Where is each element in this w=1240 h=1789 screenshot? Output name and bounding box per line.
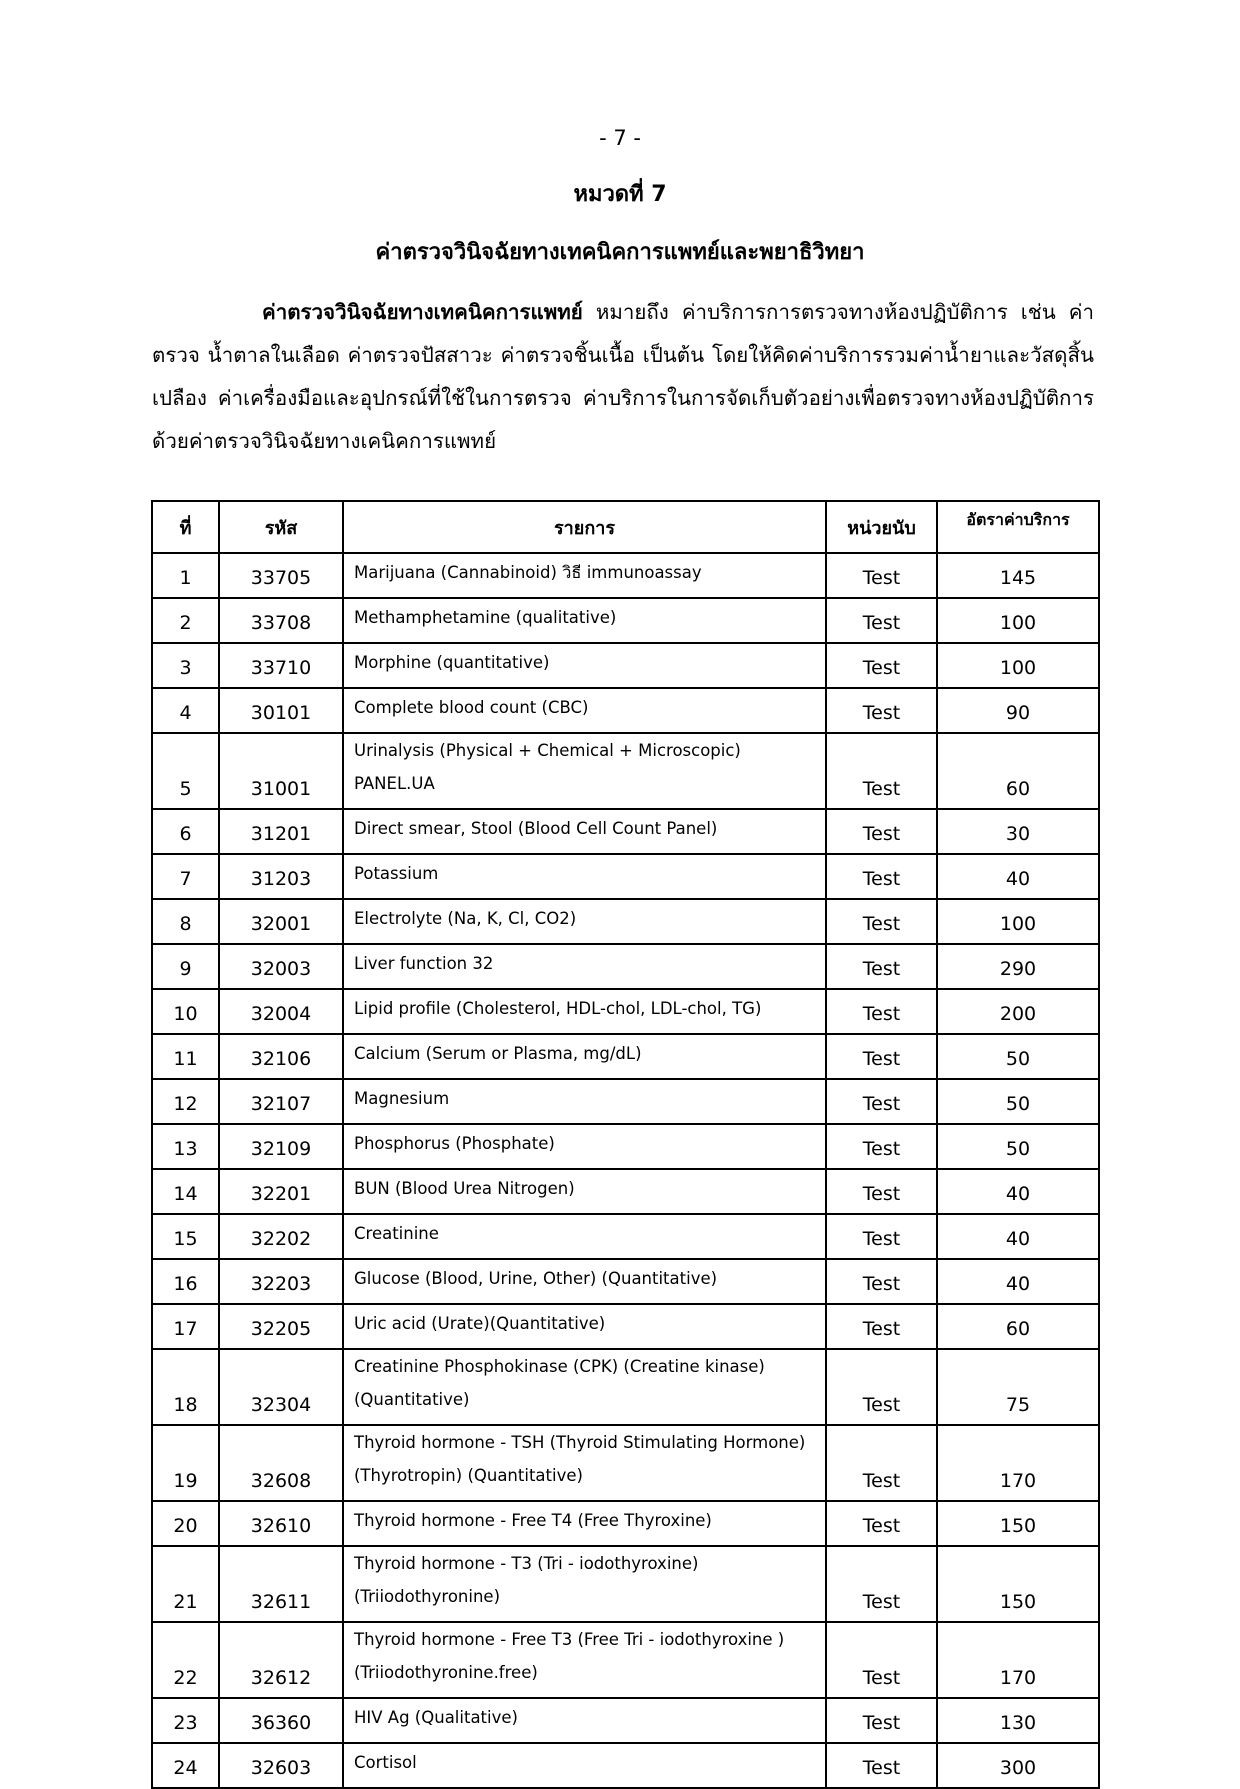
row-item-line: Urinalysis (Physical + Chemical + Microscopic) PANEL.UA xyxy=(354,741,741,793)
intro-paragraph xyxy=(152,291,1094,463)
row-item-line: Marijuana (Cannabinoid) วิธี immunoassay xyxy=(354,563,702,582)
row-item xyxy=(343,1079,826,1124)
row-code: 31201 xyxy=(219,809,343,854)
row-rate: 100 xyxy=(937,643,1099,688)
table-row xyxy=(152,1124,1099,1169)
row-item-line: Phosphorus (Phosphate) xyxy=(354,1134,555,1153)
row-item-line: Creatinine Phosphokinase (CPK) (Creatine kinase) xyxy=(354,1357,765,1376)
row-no: 21 xyxy=(152,1546,219,1622)
table-row xyxy=(152,598,1099,643)
row-no: 10 xyxy=(152,989,219,1034)
row-item xyxy=(343,809,826,854)
row-no: 11 xyxy=(152,1034,219,1079)
table-row xyxy=(152,1304,1099,1349)
row-code: 32304 xyxy=(219,1349,343,1425)
section-title: ค่าตรวจวินิจฉัยทางเทคนิคการแพทย์และพยาธิวิทยา xyxy=(375,240,865,265)
row-item xyxy=(343,1698,826,1743)
row-rate: 40 xyxy=(937,1259,1099,1304)
row-code: 32106 xyxy=(219,1034,343,1079)
row-code: 31001 xyxy=(219,733,343,809)
row-item xyxy=(343,688,826,733)
row-rate: 300 xyxy=(937,1743,1099,1788)
row-code: 32109 xyxy=(219,1124,343,1169)
row-unit: Test xyxy=(826,1079,937,1124)
row-unit: Test xyxy=(826,1124,937,1169)
row-code: 33710 xyxy=(219,643,343,688)
row-unit: Test xyxy=(826,1425,937,1501)
row-item xyxy=(343,1425,826,1501)
table-row xyxy=(152,1079,1099,1124)
table-row xyxy=(152,809,1099,854)
row-item-line: Thyroid hormone - Free T3 (Free Tri - iodothyroxine ) xyxy=(354,1630,785,1649)
row-code: 32107 xyxy=(219,1079,343,1124)
row-item xyxy=(343,1349,826,1425)
row-unit: Test xyxy=(826,1304,937,1349)
row-code: 30101 xyxy=(219,688,343,733)
row-no: 6 xyxy=(152,809,219,854)
row-item xyxy=(343,598,826,643)
row-item-line: Morphine (quantitative) xyxy=(354,653,550,672)
row-no: 16 xyxy=(152,1259,219,1304)
header-unit: หน่วยนับ xyxy=(826,501,937,553)
row-unit: Test xyxy=(826,1546,937,1622)
row-no: 12 xyxy=(152,1079,219,1124)
row-item-line: Thyroid hormone - T3 (Tri - iodothyroxine) (Triiodothyronine) xyxy=(354,1554,699,1606)
row-unit: Test xyxy=(826,598,937,643)
row-unit: Test xyxy=(826,1259,937,1304)
row-rate: 50 xyxy=(937,1034,1099,1079)
row-unit: Test xyxy=(826,1214,937,1259)
table-row xyxy=(152,1214,1099,1259)
row-item xyxy=(343,553,826,598)
header-item: รายการ xyxy=(343,501,826,553)
page-number: - 7 - xyxy=(599,126,641,150)
table-body xyxy=(152,553,1099,1788)
row-rate: 150 xyxy=(937,1546,1099,1622)
row-no: 20 xyxy=(152,1501,219,1546)
row-item xyxy=(343,643,826,688)
row-rate: 130 xyxy=(937,1698,1099,1743)
row-code: 32003 xyxy=(219,944,343,989)
row-no: 5 xyxy=(152,733,219,809)
table-row xyxy=(152,553,1099,598)
row-no: 3 xyxy=(152,643,219,688)
row-code: 32203 xyxy=(219,1259,343,1304)
row-item-line: Calcium (Serum or Plasma, mg/dL) xyxy=(354,1044,642,1063)
row-rate: 50 xyxy=(937,1124,1099,1169)
row-item xyxy=(343,1124,826,1169)
row-code: 32610 xyxy=(219,1501,343,1546)
row-rate: 40 xyxy=(937,1169,1099,1214)
chapter-title: หมวดที่ 7 xyxy=(573,182,667,207)
row-item-line: Cortisol xyxy=(354,1753,417,1772)
row-rate: 50 xyxy=(937,1079,1099,1124)
row-no: 13 xyxy=(152,1124,219,1169)
row-no: 23 xyxy=(152,1698,219,1743)
row-item-line: Uric acid (Urate)(Quantitative) xyxy=(354,1314,606,1333)
table-row xyxy=(152,1425,1099,1501)
row-no: 1 xyxy=(152,553,219,598)
row-no: 4 xyxy=(152,688,219,733)
table-row xyxy=(152,1349,1099,1425)
table-row xyxy=(152,1259,1099,1304)
row-unit: Test xyxy=(826,944,937,989)
row-unit: Test xyxy=(826,1743,937,1788)
row-rate: 40 xyxy=(937,1214,1099,1259)
row-unit: Test xyxy=(826,1501,937,1546)
row-item-line: Potassium xyxy=(354,864,439,883)
row-item xyxy=(343,1034,826,1079)
table-row xyxy=(152,643,1099,688)
row-item xyxy=(343,1214,826,1259)
row-no: 8 xyxy=(152,899,219,944)
row-item-line: Methamphetamine (qualitative) xyxy=(354,608,617,627)
row-unit: Test xyxy=(826,1169,937,1214)
row-code: 32611 xyxy=(219,1546,343,1622)
row-item xyxy=(343,1169,826,1214)
row-no: 22 xyxy=(152,1622,219,1698)
row-item xyxy=(343,1546,826,1622)
row-item-line: Thyroid hormone - Free T4 (Free Thyroxine) xyxy=(354,1511,712,1530)
row-item xyxy=(343,899,826,944)
row-unit: Test xyxy=(826,1349,937,1425)
row-item xyxy=(343,1622,826,1698)
row-item-line-2: (Quantitative) xyxy=(354,1390,470,1409)
row-item xyxy=(343,1501,826,1546)
row-code: 32205 xyxy=(219,1304,343,1349)
row-code: 36360 xyxy=(219,1698,343,1743)
row-unit: Test xyxy=(826,989,937,1034)
row-no: 18 xyxy=(152,1349,219,1425)
row-no: 15 xyxy=(152,1214,219,1259)
row-item-line: Complete blood count (CBC) xyxy=(354,698,589,717)
row-rate: 90 xyxy=(937,688,1099,733)
table-row xyxy=(152,1501,1099,1546)
table-row xyxy=(152,1698,1099,1743)
row-code: 32201 xyxy=(219,1169,343,1214)
table-row xyxy=(152,899,1099,944)
table-row xyxy=(152,989,1099,1034)
row-unit: Test xyxy=(826,1034,937,1079)
table-row xyxy=(152,1546,1099,1622)
row-item xyxy=(343,1304,826,1349)
row-code: 32608 xyxy=(219,1425,343,1501)
row-code: 31203 xyxy=(219,854,343,899)
table-row xyxy=(152,1743,1099,1788)
header-rate: อัตราค่าบริการ xyxy=(937,501,1099,553)
row-item-line: Liver function 32 xyxy=(354,954,494,973)
row-unit: Test xyxy=(826,809,937,854)
table-row xyxy=(152,1622,1099,1698)
row-rate: 100 xyxy=(937,598,1099,643)
header-code: รหัส xyxy=(219,501,343,553)
row-unit: Test xyxy=(826,1622,937,1698)
row-rate: 60 xyxy=(937,733,1099,809)
lab-fee-table xyxy=(151,500,1100,1789)
row-rate: 170 xyxy=(937,1425,1099,1501)
row-item-line: Thyroid hormone - TSH (Thyroid Stimulating Hormone) xyxy=(354,1433,806,1452)
row-rate: 40 xyxy=(937,854,1099,899)
table-row xyxy=(152,688,1099,733)
row-unit: Test xyxy=(826,733,937,809)
row-unit: Test xyxy=(826,1698,937,1743)
table-row xyxy=(152,1169,1099,1214)
header-no: ที่ xyxy=(152,501,219,553)
row-rate: 30 xyxy=(937,809,1099,854)
row-item-line: HIV Ag (Qualitative) xyxy=(354,1708,518,1727)
row-rate: 150 xyxy=(937,1501,1099,1546)
row-item-line: Creatinine xyxy=(354,1224,439,1243)
row-item xyxy=(343,944,826,989)
intro-text: หมายถึง ค่าบริการการตรวจทางห้องปฏิบัติการ เช่น ค่าตรวจ น้ำตาลในเลือด ค่าตรวจปัสสาวะ ค่าตรวจชิ้นเนื้อ เป็นต้น โดยให้คิดค่าบริการรวมค่าน้ำยาและวัสดุสิ้นเปลือง ค่าเครื่องมือและอุปกรณ์ที่ใช้ในการตรวจ ค่าบริการในการจัดเก็บตัวอย่างเพื่อตรวจทางห้องปฏิบัติการด้วยค่าตรวจวินิจฉัยทางเคนิคการแพทย์ xyxy=(152,300,1094,453)
row-item xyxy=(343,854,826,899)
row-code: 32202 xyxy=(219,1214,343,1259)
row-unit: Test xyxy=(826,688,937,733)
row-rate: 75 xyxy=(937,1349,1099,1425)
row-item-line: Electrolyte (Na, K, Cl, CO2) xyxy=(354,909,577,928)
row-no: 2 xyxy=(152,598,219,643)
intro-bold-term: ค่าตรวจวินิจฉัยทางเทคนิคการแพทย์ xyxy=(262,300,583,324)
row-item-line: Magnesium xyxy=(354,1089,450,1108)
table-row xyxy=(152,854,1099,899)
row-item xyxy=(343,1259,826,1304)
row-rate: 60 xyxy=(937,1304,1099,1349)
row-unit: Test xyxy=(826,854,937,899)
row-item-line: Lipid profile (Cholesterol, HDL-chol, LDL-chol, TG) xyxy=(354,999,762,1018)
row-no: 24 xyxy=(152,1743,219,1788)
table-row xyxy=(152,733,1099,809)
row-no: 14 xyxy=(152,1169,219,1214)
row-item-line: Glucose (Blood, Urine, Other) (Quantitative) xyxy=(354,1269,718,1288)
row-rate: 290 xyxy=(937,944,1099,989)
row-item-line-2: (Triiodothyronine.free) xyxy=(354,1663,538,1682)
row-unit: Test xyxy=(826,899,937,944)
table-row xyxy=(152,944,1099,989)
row-code: 33708 xyxy=(219,598,343,643)
row-rate: 200 xyxy=(937,989,1099,1034)
row-unit: Test xyxy=(826,553,937,598)
row-no: 19 xyxy=(152,1425,219,1501)
row-item xyxy=(343,989,826,1034)
row-rate: 100 xyxy=(937,899,1099,944)
row-item xyxy=(343,1743,826,1788)
row-code: 32004 xyxy=(219,989,343,1034)
row-unit: Test xyxy=(826,643,937,688)
table-row xyxy=(152,1034,1099,1079)
table-header-row xyxy=(152,501,1099,553)
row-no: 7 xyxy=(152,854,219,899)
row-item xyxy=(343,733,826,809)
row-no: 9 xyxy=(152,944,219,989)
row-code: 32612 xyxy=(219,1622,343,1698)
row-rate: 170 xyxy=(937,1622,1099,1698)
row-item-line-2: (Thyrotropin) (Quantitative) xyxy=(354,1466,583,1485)
row-code: 32603 xyxy=(219,1743,343,1788)
row-code: 32001 xyxy=(219,899,343,944)
row-rate: 145 xyxy=(937,553,1099,598)
row-code: 33705 xyxy=(219,553,343,598)
row-item-line: Direct smear, Stool (Blood Cell Count Panel) xyxy=(354,819,718,838)
row-no: 17 xyxy=(152,1304,219,1349)
row-item-line: BUN (Blood Urea Nitrogen) xyxy=(354,1179,575,1198)
